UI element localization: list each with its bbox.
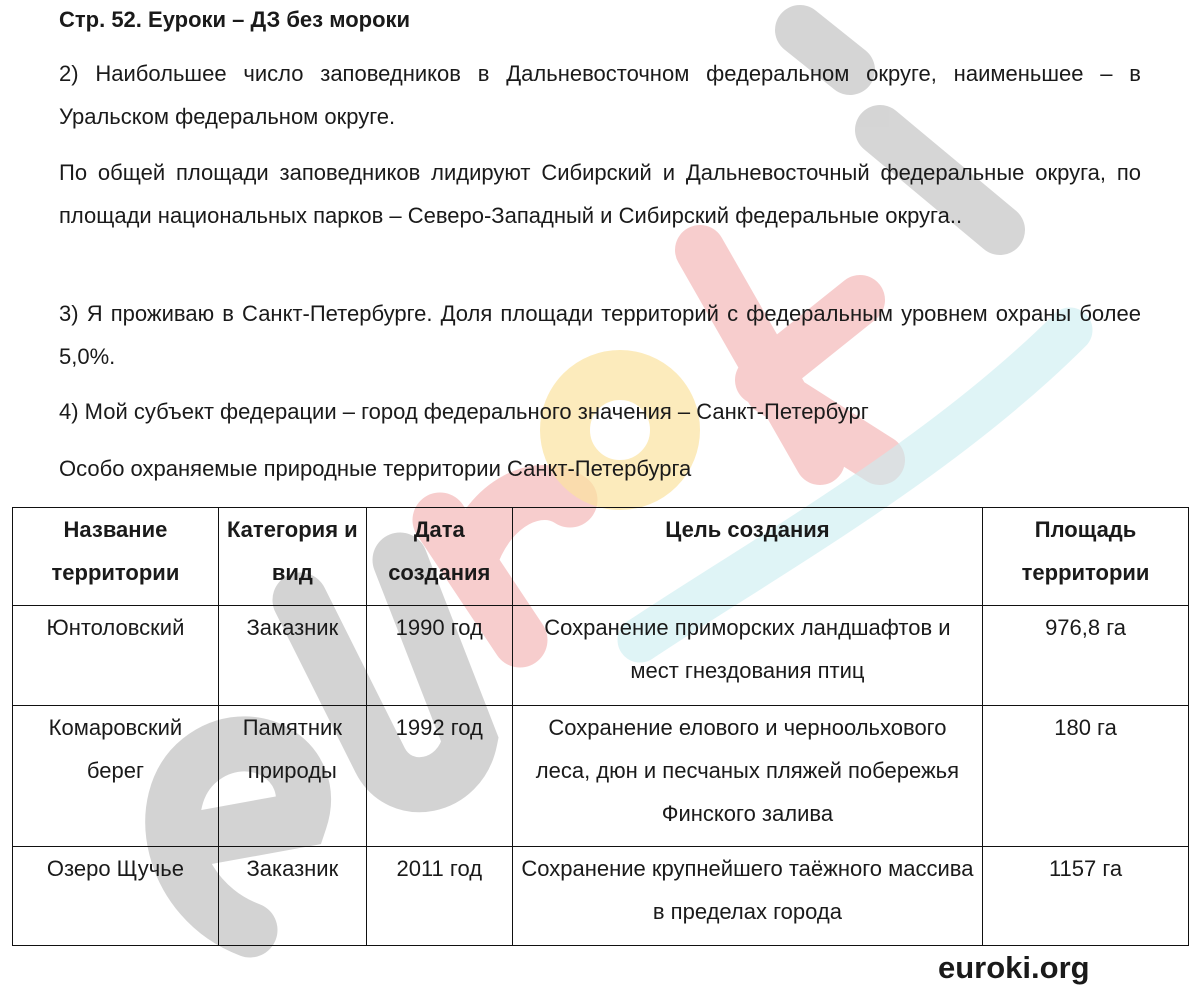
- paragraph-3: 3) Я проживаю в Санкт-Петербурге. Доля площади территорий с федеральным уровнем охраны более 5,0%.: [59, 301, 1141, 369]
- cell-date: 1990 год: [366, 606, 512, 706]
- cell-name: Озеро Щучье: [13, 847, 219, 946]
- cell-name: Комаровский берег: [13, 706, 219, 847]
- cell-date: 2011 год: [366, 847, 512, 946]
- table-caption: Особо охраняемые природные территории Санкт-Петербурга: [59, 456, 692, 481]
- header-purpose: Цель создания: [512, 508, 982, 606]
- header-name: Название территории: [13, 508, 219, 606]
- paragraph-2: 2) Наибольшее число заповедников в Дальневосточном федеральном округе, наименьшее – в Уральском федеральном округе.: [59, 61, 1141, 129]
- cell-category: Заказник: [218, 847, 366, 946]
- table-row: [13, 847, 1189, 946]
- cell-purpose: Сохранение елового и черноольхового леса, дюн и песчаных пляжей побережья Финского залива: [512, 706, 982, 847]
- table-header-row: [13, 508, 1189, 606]
- header-area: Площадь территории: [983, 508, 1189, 606]
- header-category: Категория и вид: [218, 508, 366, 606]
- cell-date: 1992 год: [366, 706, 512, 847]
- cell-category: Заказник: [218, 606, 366, 706]
- protected-areas-table: [12, 507, 1189, 946]
- cell-purpose: Сохранение приморских ландшафтов и мест гнездования птиц: [512, 606, 982, 706]
- table-row: [13, 606, 1189, 706]
- cell-purpose: Сохранение крупнейшего таёжного массива в пределах города: [512, 847, 982, 946]
- page-title: Стр. 52. Еуроки – ДЗ без мороки: [59, 7, 411, 32]
- cell-area: 976,8 га: [983, 606, 1189, 706]
- paragraph-area-leaders: По общей площади заповедников лидируют Сибирский и Дальневосточный федеральные округа, по площади национальных парков – Северо-Западный и Сибирский федеральные округа..: [59, 160, 1141, 228]
- cell-category: Памятник природы: [218, 706, 366, 847]
- paragraph-4: 4) Мой субъект федерации – город федерального значения – Санкт-Петербург: [59, 399, 869, 424]
- site-footer: euroki.org: [938, 950, 1090, 985]
- cell-area: 1157 га: [983, 847, 1189, 946]
- table-row: [13, 706, 1189, 847]
- header-date: Дата создания: [366, 508, 512, 606]
- cell-name: Юнтоловский: [13, 606, 219, 706]
- cell-area: 180 га: [983, 706, 1189, 847]
